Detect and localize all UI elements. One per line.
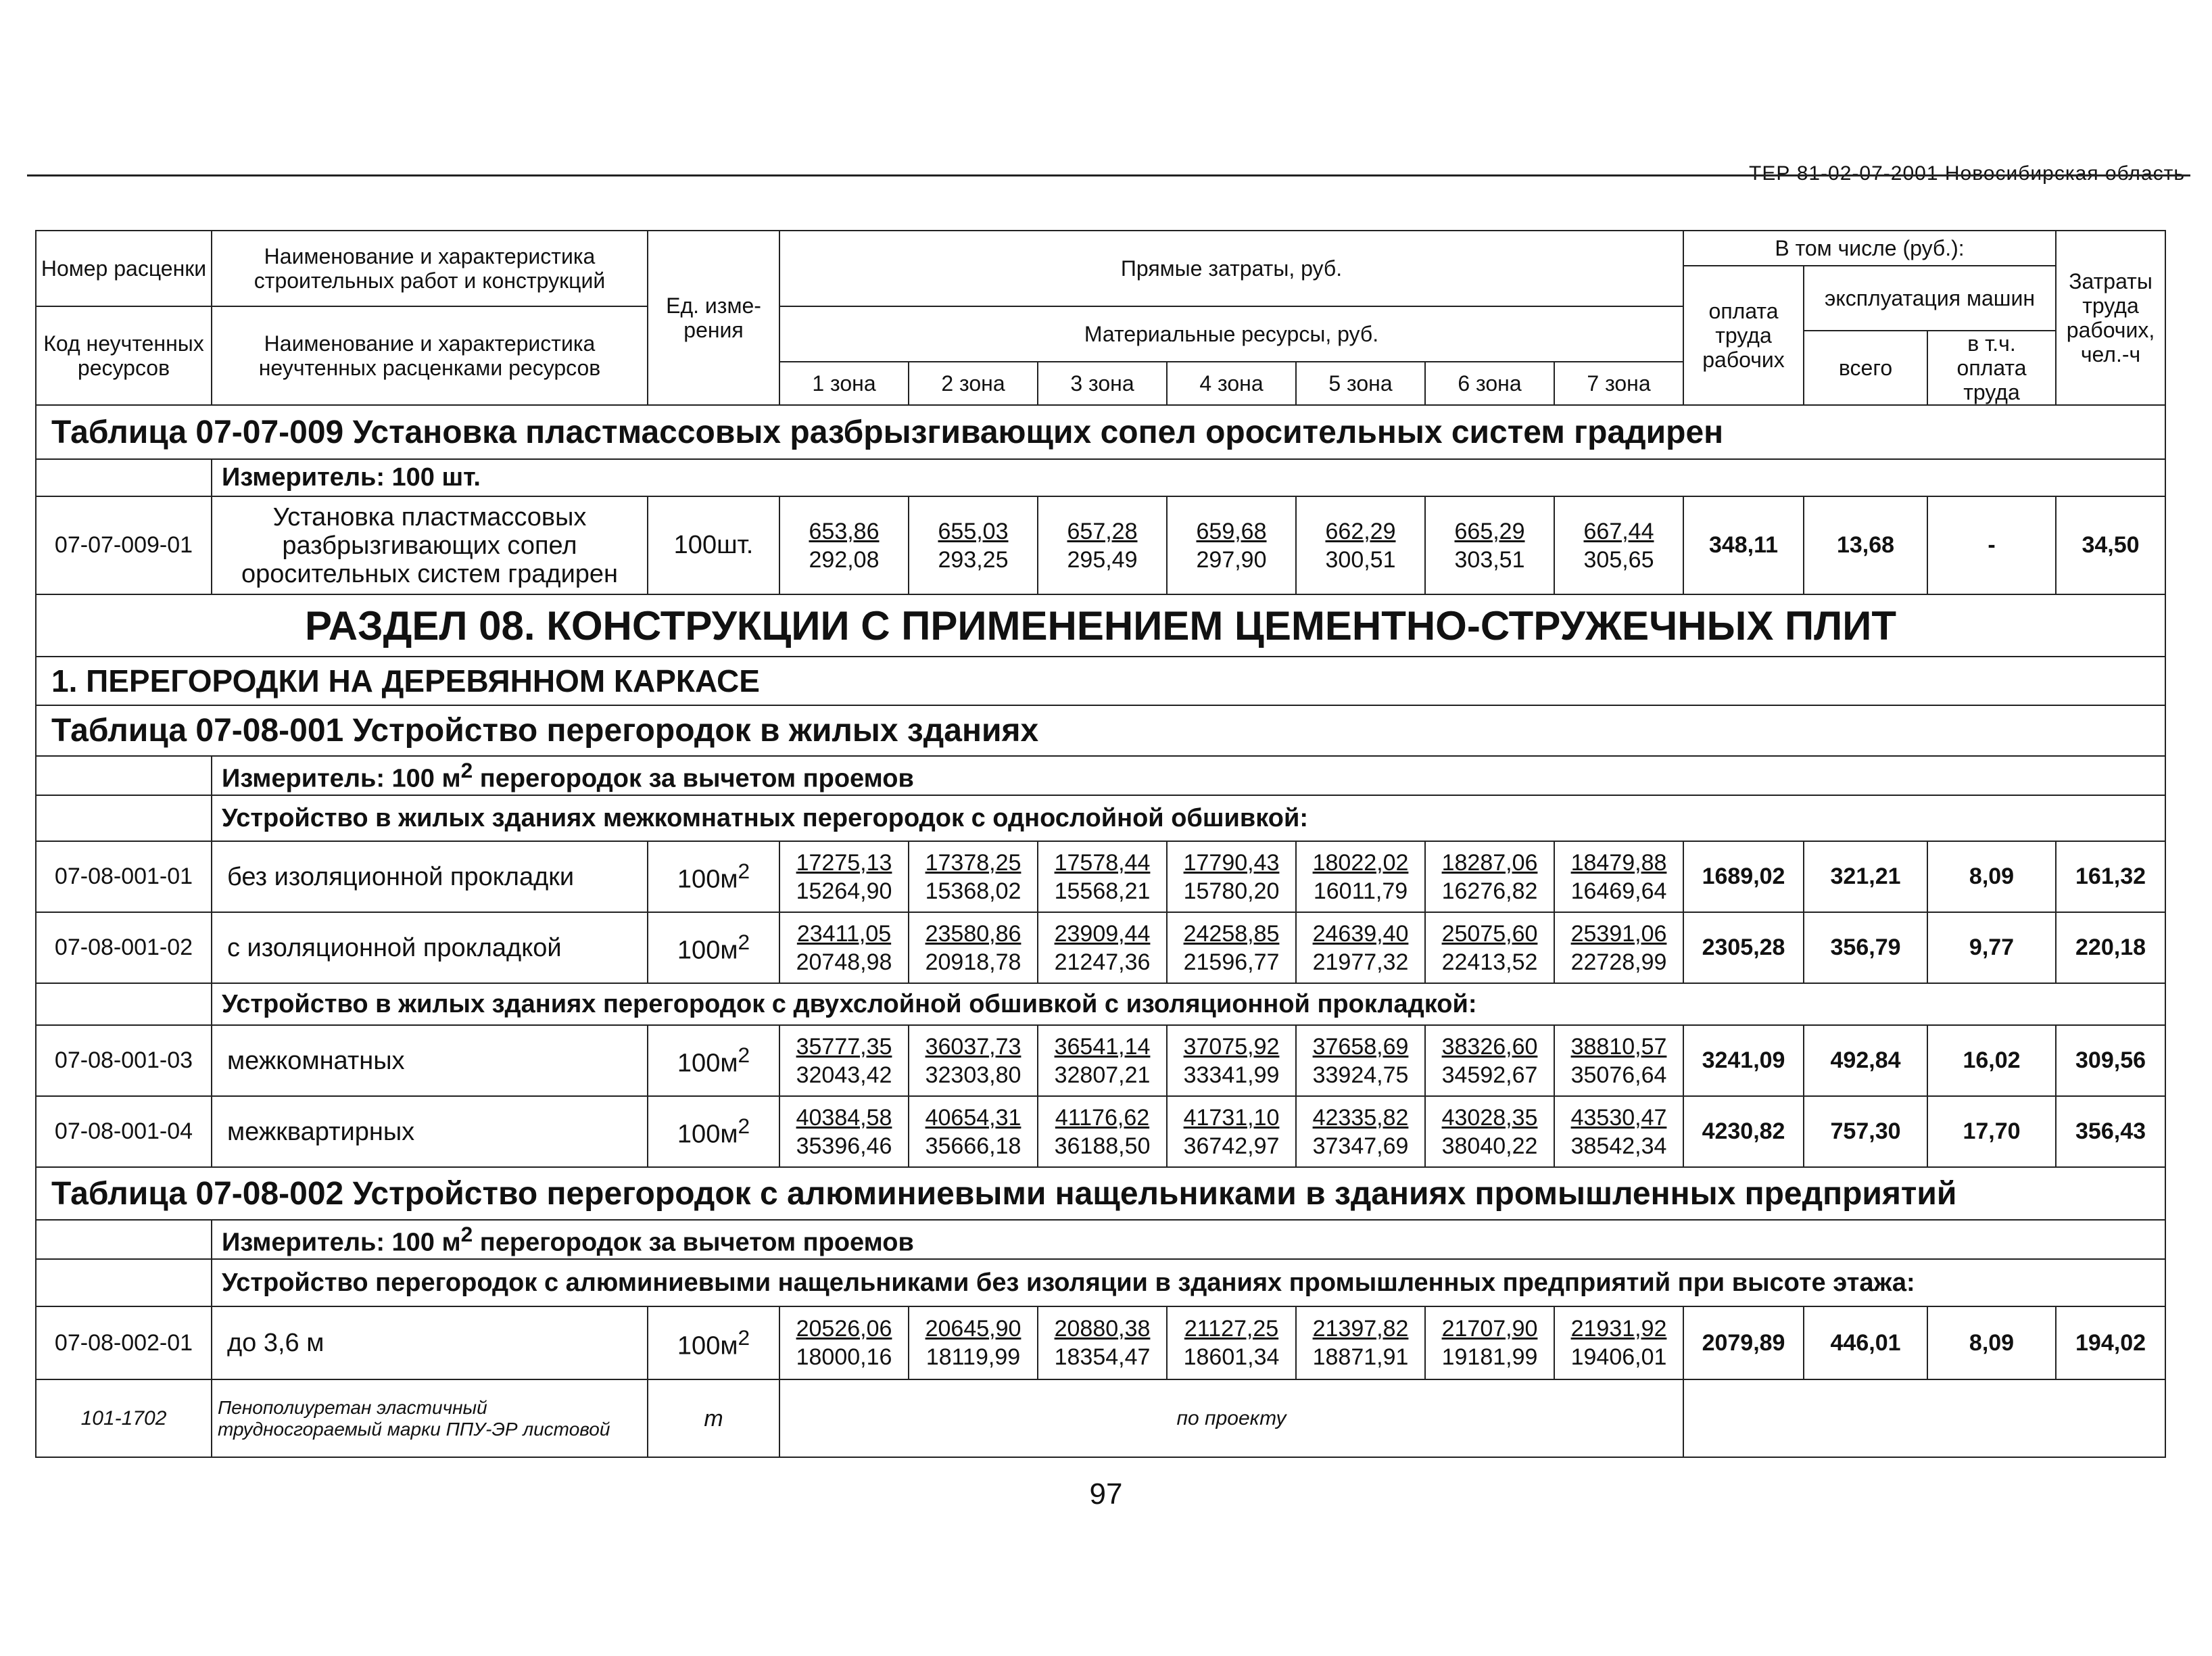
empty-cell <box>1683 1379 2165 1457</box>
zone-value: 24258,85 21596,77 <box>1167 912 1296 983</box>
zone-value: 655,03 293,25 <box>909 496 1038 594</box>
zone-value: 23909,44 21247,36 <box>1038 912 1167 983</box>
rate-name: до 3,6 м <box>212 1306 648 1379</box>
zone-value: 41731,10 36742,97 <box>1167 1096 1296 1167</box>
subsection-title: 1. ПЕРЕГОРОДКИ НА ДЕРЕВЯННОМ КАРКАСЕ <box>36 657 2165 705</box>
zone-value: 37075,92 33341,99 <box>1167 1025 1296 1096</box>
rate-unit: $100м^2$ <box>648 912 779 983</box>
document-header: ТЕР 81-02-07-2001 Новосибирская область <box>1749 162 2185 185</box>
labor-pay: 1689,02 <box>1683 841 1804 912</box>
table-row <box>36 1025 2165 1096</box>
zone-value: 665,29 303,51 <box>1425 496 1554 594</box>
zone-header: 7 зона <box>1554 362 1683 405</box>
zone-header: 5 зона <box>1296 362 1425 405</box>
zone-value: 43028,35 38040,22 <box>1425 1096 1554 1167</box>
labor-costs: 220,18 <box>2056 912 2165 983</box>
machines-pay: 8,09 <box>1927 841 2056 912</box>
resource-code: 101-1702 <box>36 1379 212 1457</box>
zone-value: 21707,90 19181,99 <box>1425 1306 1554 1379</box>
measure-label: Измеритель: 100 шт. <box>212 459 2165 496</box>
table-title-07-08-001: Таблица 07-08-001 Устройство перегородок в жилых зданиях <box>36 705 2165 756</box>
header-direct-costs: Прямые затраты, руб. <box>779 231 1683 306</box>
machines-total: 321,21 <box>1804 841 1927 912</box>
measure-label: Измеритель: 100 $м^2$ перегородок за вычетом проемов <box>212 1220 2165 1259</box>
empty-cell <box>36 459 212 496</box>
header-row-1 <box>36 231 2165 266</box>
zone-value: 667,44 305,65 <box>1554 496 1683 594</box>
zone-value: 43530,47 38542,34 <box>1554 1096 1683 1167</box>
zone-value: 18479,88 16469,64 <box>1554 841 1683 912</box>
zone-value: 36037,73 32303,80 <box>909 1025 1038 1096</box>
zone-value: 653,86 292,08 <box>779 496 909 594</box>
table-row <box>36 1306 2165 1379</box>
machines-total: 492,84 <box>1804 1025 1927 1096</box>
zone-value: 23411,05 20748,98 <box>779 912 909 983</box>
header-code: Код неучтенных ресурсов <box>36 306 212 405</box>
header-total: всего <box>1804 331 1927 405</box>
resource-note: по проекту <box>779 1379 1683 1457</box>
section-row <box>36 594 2165 657</box>
machines-pay: 9,77 <box>1927 912 2056 983</box>
header-materials: Материальные ресурсы, руб. <box>779 306 1683 362</box>
zone-value: 21397,82 18871,91 <box>1296 1306 1425 1379</box>
header-incl-pay: в т.ч. оплата труда <box>1927 331 2056 405</box>
zone-value: 21127,25 18601,34 <box>1167 1306 1296 1379</box>
empty-cell <box>36 795 212 841</box>
subsection-row <box>36 657 2165 705</box>
zone-value: 41176,62 36188,50 <box>1038 1096 1167 1167</box>
group-label: Устройство перегородок с алюминиевыми нащельниками без изоляции в зданиях промышленных предприятий при высоте этажа: <box>212 1259 2165 1306</box>
rates-table <box>35 230 2166 1458</box>
machines-pay: 16,02 <box>1927 1025 2056 1096</box>
zone-value: 42335,82 37347,69 <box>1296 1096 1425 1167</box>
rate-unit: $100м^2$ <box>648 1306 779 1379</box>
measure-label: Измеритель: 100 $м^2$ перегородок за вычетом проемов <box>212 756 2165 795</box>
zone-value: 17275,13 15264,90 <box>779 841 909 912</box>
zone-header: 2 зона <box>909 362 1038 405</box>
rate-code: 07-08-002-01 <box>36 1306 212 1379</box>
rate-name: межкомнатных <box>212 1025 648 1096</box>
group-row <box>36 795 2165 841</box>
table-title-row <box>36 705 2165 756</box>
header-labor-costs: Затраты труда рабочих, чел.-ч <box>2056 231 2165 405</box>
zone-value: 17378,25 15368,02 <box>909 841 1038 912</box>
table-title-07-07-009: Таблица 07-07-009 Установка пластмассовых разбрызгивающих сопел оросительных систем градирен <box>36 405 2165 459</box>
machines-total: 13,68 <box>1804 496 1927 594</box>
rate-unit: 100шт. <box>648 496 779 594</box>
empty-cell <box>36 983 212 1025</box>
labor-costs: 309,56 <box>2056 1025 2165 1096</box>
rate-code: 07-08-001-02 <box>36 912 212 983</box>
zone-header: 1 зона <box>779 362 909 405</box>
zone-value: 21931,92 19406,01 <box>1554 1306 1683 1379</box>
machines-pay: 8,09 <box>1927 1306 2056 1379</box>
zone-value: 37658,69 33924,75 <box>1296 1025 1425 1096</box>
header-labor-pay: оплата труда рабочих <box>1683 266 1804 405</box>
zone-value: 18022,02 16011,79 <box>1296 841 1425 912</box>
machines-pay: 17,70 <box>1927 1096 2056 1167</box>
zone-value: 659,68 297,90 <box>1167 496 1296 594</box>
group-row <box>36 1259 2165 1306</box>
labor-pay: 348,11 <box>1683 496 1804 594</box>
measure-row <box>36 1220 2165 1259</box>
rate-unit: $100м^2$ <box>648 841 779 912</box>
labor-costs: 356,43 <box>2056 1096 2165 1167</box>
zone-value: 18287,06 16276,82 <box>1425 841 1554 912</box>
machines-total: 446,01 <box>1804 1306 1927 1379</box>
empty-cell <box>36 1220 212 1259</box>
zone-value: 24639,40 21977,32 <box>1296 912 1425 983</box>
zone-header: 4 зона <box>1167 362 1296 405</box>
zone-value: 662,29 300,51 <box>1296 496 1425 594</box>
zone-value: 38326,60 34592,67 <box>1425 1025 1554 1096</box>
rate-code: 07-07-009-01 <box>36 496 212 594</box>
resource-unit: т <box>648 1379 779 1457</box>
header-rule <box>27 174 2190 176</box>
rate-name: Установка пластмассовых разбрызгивающих сопел оросительных систем градирен <box>212 496 648 594</box>
empty-cell <box>36 1259 212 1306</box>
machines-total: 757,30 <box>1804 1096 1927 1167</box>
labor-pay: 2305,28 <box>1683 912 1804 983</box>
table-row <box>36 912 2165 983</box>
rate-unit: $100м^2$ <box>648 1096 779 1167</box>
zone-value: 23580,86 20918,78 <box>909 912 1038 983</box>
machines-pay: - <box>1927 496 2056 594</box>
labor-costs: 194,02 <box>2056 1306 2165 1379</box>
zone-value: 20526,06 18000,16 <box>779 1306 909 1379</box>
measure-row <box>36 756 2165 795</box>
zone-value: 20645,90 18119,99 <box>909 1306 1038 1379</box>
group-label: Устройство в жилых зданиях межкомнатных перегородок с однослойной обшивкой: <box>212 795 2165 841</box>
zone-value: 17790,43 15780,20 <box>1167 841 1296 912</box>
header-name-works: Наименование и характеристика строительных работ и конструкций <box>212 231 648 306</box>
zone-value: 657,28 295,49 <box>1038 496 1167 594</box>
labor-pay: 3241,09 <box>1683 1025 1804 1096</box>
table-row <box>36 496 2165 594</box>
zone-header: 3 зона <box>1038 362 1167 405</box>
resource-name: Пенополиуретан эластичный трудносгораемый марки ППУ-ЭР листовой <box>212 1379 648 1457</box>
zone-value: 35777,35 32043,42 <box>779 1025 909 1096</box>
zone-value: 40654,31 35666,18 <box>909 1096 1038 1167</box>
labor-costs: 34,50 <box>2056 496 2165 594</box>
zone-value: 17578,44 15568,21 <box>1038 841 1167 912</box>
header-name-resources: Наименование и характеристика неучтенных расценками ресурсов <box>212 306 648 405</box>
page-number: 97 <box>1089 1477 1123 1511</box>
rate-code: 07-08-001-04 <box>36 1096 212 1167</box>
table-row <box>36 1096 2165 1167</box>
labor-pay: 2079,89 <box>1683 1306 1804 1379</box>
rate-name: с изоляционной прокладкой <box>212 912 648 983</box>
rate-code: 07-08-001-03 <box>36 1025 212 1096</box>
group-label: Устройство в жилых зданиях перегородок с двухслойной обшивкой с изоляционной прокладкой: <box>212 983 2165 1025</box>
zone-value: 20880,38 18354,47 <box>1038 1306 1167 1379</box>
zone-value: 38810,57 35076,64 <box>1554 1025 1683 1096</box>
rate-code: 07-08-001-01 <box>36 841 212 912</box>
table-title-row <box>36 405 2165 459</box>
group-row <box>36 983 2165 1025</box>
zone-header: 6 зона <box>1425 362 1554 405</box>
zone-value: 25391,06 22728,99 <box>1554 912 1683 983</box>
resource-row <box>36 1379 2165 1457</box>
zone-value: 25075,60 22413,52 <box>1425 912 1554 983</box>
header-unit: Ед. изме-рения <box>648 231 779 405</box>
measure-row <box>36 459 2165 496</box>
header-incl: В том числе (руб.): <box>1683 231 2056 266</box>
rate-name: без изоляционной прокладки <box>212 841 648 912</box>
zone-value: 36541,14 32807,21 <box>1038 1025 1167 1096</box>
header-machines: эксплуатация машин <box>1804 266 2056 331</box>
rate-unit: $100м^2$ <box>648 1025 779 1096</box>
rate-name: межквартирных <box>212 1096 648 1167</box>
table-title-07-08-002: Таблица 07-08-002 Устройство перегородок с алюминиевыми нащельниками в зданиях промышленных предприятий <box>36 1167 2165 1220</box>
header-num-rate: Номер расценки <box>36 231 212 306</box>
table-row <box>36 841 2165 912</box>
table-title-row <box>36 1167 2165 1220</box>
labor-pay: 4230,82 <box>1683 1096 1804 1167</box>
zone-value: 40384,58 35396,46 <box>779 1096 909 1167</box>
machines-total: 356,79 <box>1804 912 1927 983</box>
section-title: РАЗДЕЛ 08. КОНСТРУКЦИИ С ПРИМЕНЕНИЕМ ЦЕМЕНТНО-СТРУЖЕЧНЫХ ПЛИТ <box>36 594 2165 657</box>
empty-cell <box>36 756 212 795</box>
labor-costs: 161,32 <box>2056 841 2165 912</box>
